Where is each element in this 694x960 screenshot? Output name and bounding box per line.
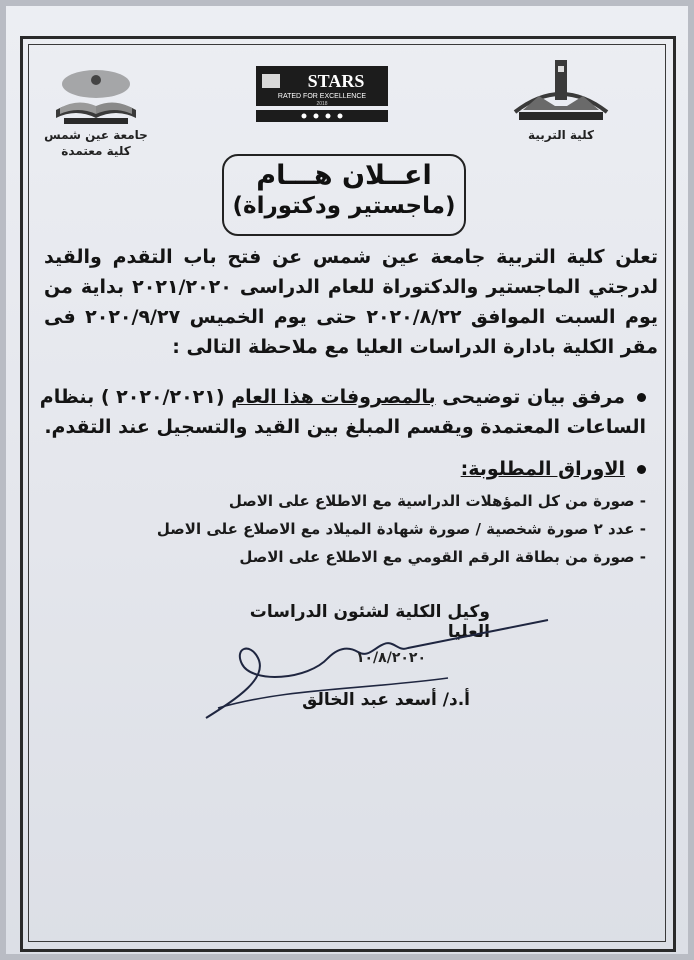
bullet-icon bbox=[637, 393, 646, 402]
requirement-item: - صورة من بطاقة الرقم القومي مع الاطلاع على الاصل bbox=[239, 548, 646, 566]
stars-year: 2018 bbox=[316, 101, 328, 107]
left-logo-university: جامعة عين شمس bbox=[44, 128, 148, 142]
signatory-name: أ.د/ أسعد عبد الخالق bbox=[302, 690, 470, 710]
signatory-title: وكيل الكلية لشئون الدراسات العليا bbox=[249, 602, 490, 642]
star-icon bbox=[338, 114, 343, 119]
announcement-paragraph: تعلن كلية التربية جامعة عين شمس عن فتح باب التقدم والقيد لدرجتي الماجستير والدكتوراة للعام الدراسى ٢٠٢١/٢٠٢٠ بداية من يوم السبت الموافق ٢٠٢٠/٨/٢٢ حتى يوم الخميس ٢٠٢٠/٩/٢٧ فى مقر الكلية بادارة الدراسات العليا مع ملاحظة التالى : bbox=[44, 246, 658, 358]
stars-logo bbox=[256, 66, 388, 124]
signature-date: ١٠/٨/٢٠٢٠ bbox=[355, 650, 426, 666]
fees-note-pre: مرفق بيان توضيحى bbox=[435, 386, 625, 408]
announcement-subtitle: (ماجستير ودكتوراة) bbox=[232, 193, 456, 219]
requirement-item: - صورة من كل المؤهلات الدراسية مع الاطلاع على الاصل bbox=[228, 492, 646, 510]
star-icon bbox=[326, 114, 331, 119]
document-sheet bbox=[6, 6, 688, 954]
faculty-logo bbox=[506, 56, 616, 146]
book-emblem-icon bbox=[46, 62, 146, 126]
announcement-title-box bbox=[222, 154, 466, 236]
required-papers-heading bbox=[32, 454, 646, 484]
stars-tagline: RATED FOR EXCELLENCE bbox=[277, 93, 367, 100]
stars-title: STARS bbox=[307, 71, 365, 91]
requirement-item: - عدد ٢ صورة شخصية / صورة شهادة الميلاد مع الاصلاع على الاصل bbox=[156, 520, 646, 538]
pharaonic-emblem-icon bbox=[509, 56, 613, 126]
fees-note-bullet bbox=[32, 382, 646, 442]
star-icon bbox=[302, 114, 307, 119]
fees-note-underlined: بالمصروفات هذا العام bbox=[231, 386, 436, 408]
fees-note-post: (٢٠٢٠/٢٠٢١ ) بنظام الساعات المعتمدة ويقسم المبلغ بين القيد والتسجيل عند التقدم. bbox=[39, 386, 646, 438]
announcement-title: اعــلان هـــام bbox=[256, 160, 432, 191]
right-logo-caption: كلية التربية bbox=[528, 128, 594, 142]
handwritten-signature bbox=[198, 618, 558, 728]
accreditation-logo bbox=[42, 62, 150, 158]
star-icon bbox=[314, 114, 319, 119]
required-papers-label: الاوراق المطلوبة: bbox=[460, 458, 625, 480]
left-logo-caption: كلية معتمدة bbox=[61, 144, 131, 158]
bullet-icon bbox=[637, 465, 646, 474]
